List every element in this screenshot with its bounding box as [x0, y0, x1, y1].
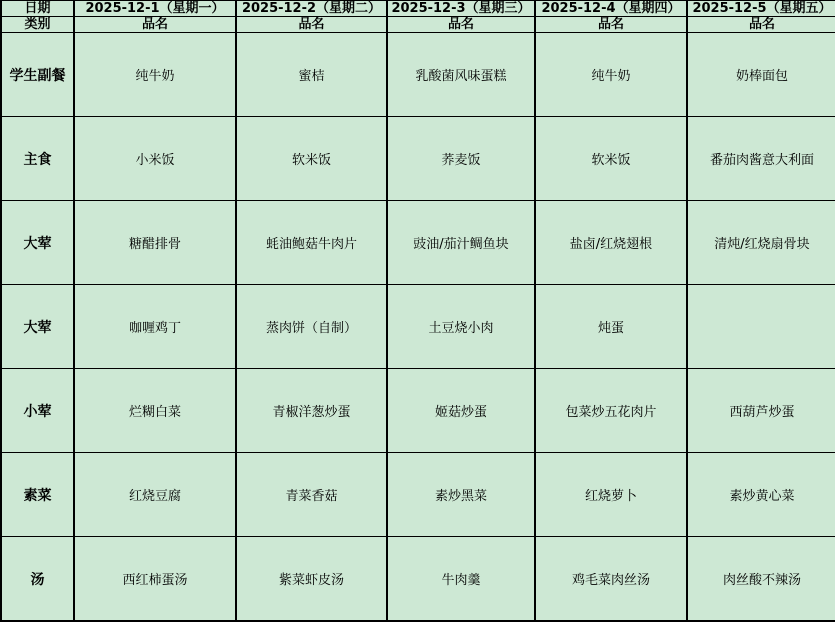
- menu-item-cell: [687, 285, 835, 369]
- date-label-cell: 日期: [1, 1, 74, 17]
- menu-item-cell: 奶棒面包: [687, 33, 835, 117]
- menu-item-cell: 西葫芦炒蛋: [687, 369, 835, 453]
- menu-row: [1, 117, 835, 201]
- category-cell: 小荤: [1, 369, 74, 453]
- menu-row: [1, 33, 835, 117]
- category-cell: 大荤: [1, 285, 74, 369]
- menu-item-cell: 盐卤/红烧翅根: [535, 201, 687, 285]
- item-name-label-cell: 品名: [236, 17, 387, 33]
- day-header-monday: 2025-12-1（星期一）: [74, 1, 236, 17]
- menu-item-cell: 紫菜虾皮汤: [236, 537, 387, 621]
- item-name-label-cell: 品名: [687, 17, 835, 33]
- menu-item-cell: 青椒洋葱炒蛋: [236, 369, 387, 453]
- menu-table-header: [1, 1, 835, 33]
- menu-item-cell: 纯牛奶: [535, 33, 687, 117]
- menu-item-cell: 姬菇炒蛋: [387, 369, 535, 453]
- category-cell: 主食: [1, 117, 74, 201]
- category-cell: 汤: [1, 537, 74, 621]
- menu-item-cell: 纯牛奶: [74, 33, 236, 117]
- menu-item-cell: 包菜炒五花肉片: [535, 369, 687, 453]
- menu-item-cell: 软米饭: [236, 117, 387, 201]
- menu-item-cell: 清炖/红烧扇骨块: [687, 201, 835, 285]
- menu-item-cell: 糖醋排骨: [74, 201, 236, 285]
- menu-row: [1, 453, 835, 537]
- menu-item-cell: 软米饭: [535, 117, 687, 201]
- menu-row: [1, 537, 835, 621]
- menu-item-cell: 乳酸菌风味蛋糕: [387, 33, 535, 117]
- item-name-label-cell: 品名: [387, 17, 535, 33]
- day-header-thursday: 2025-12-4（星期四）: [535, 1, 687, 17]
- menu-item-cell: 烂糊白菜: [74, 369, 236, 453]
- menu-row: [1, 285, 835, 369]
- category-header-row: [1, 17, 835, 33]
- menu-item-cell: 素炒黑菜: [387, 453, 535, 537]
- menu-row: [1, 369, 835, 453]
- day-header-friday: 2025-12-5（星期五）: [687, 1, 835, 17]
- menu-item-cell: 西红柿蛋汤: [74, 537, 236, 621]
- menu-row: [1, 201, 835, 285]
- menu-item-cell: 牛肉羹: [387, 537, 535, 621]
- menu-item-cell: 蒸肉饼（自制）: [236, 285, 387, 369]
- date-header-row: [1, 1, 835, 17]
- menu-item-cell: 肉丝酸不辣汤: [687, 537, 835, 621]
- menu-item-cell: 素炒黄心菜: [687, 453, 835, 537]
- category-cell: 素菜: [1, 453, 74, 537]
- menu-item-cell: 蜜桔: [236, 33, 387, 117]
- item-name-label-cell: 品名: [74, 17, 236, 33]
- item-name-label-cell: 品名: [535, 17, 687, 33]
- menu-item-cell: 鸡毛菜肉丝汤: [535, 537, 687, 621]
- menu-item-cell: 番茄肉酱意大利面: [687, 117, 835, 201]
- menu-item-cell: 土豆烧小肉: [387, 285, 535, 369]
- category-label-cell: 类别: [1, 17, 74, 33]
- menu-item-cell: 豉油/茄汁鲷鱼块: [387, 201, 535, 285]
- menu-item-cell: 红烧萝卜: [535, 453, 687, 537]
- category-cell: 学生副餐: [1, 33, 74, 117]
- day-header-tuesday: 2025-12-2（星期二）: [236, 1, 387, 17]
- menu-item-cell: 小米饭: [74, 117, 236, 201]
- menu-item-cell: 咖喱鸡丁: [74, 285, 236, 369]
- menu-item-cell: 荞麦饭: [387, 117, 535, 201]
- day-header-wednesday: 2025-12-3（星期三）: [387, 1, 535, 17]
- menu-item-cell: 红烧豆腐: [74, 453, 236, 537]
- menu-item-cell: 炖蛋: [535, 285, 687, 369]
- category-cell: 大荤: [1, 201, 74, 285]
- menu-item-cell: 蚝油鲍菇牛肉片: [236, 201, 387, 285]
- menu-body: [1, 33, 835, 622]
- menu-item-cell: 青菜香菇: [236, 453, 387, 537]
